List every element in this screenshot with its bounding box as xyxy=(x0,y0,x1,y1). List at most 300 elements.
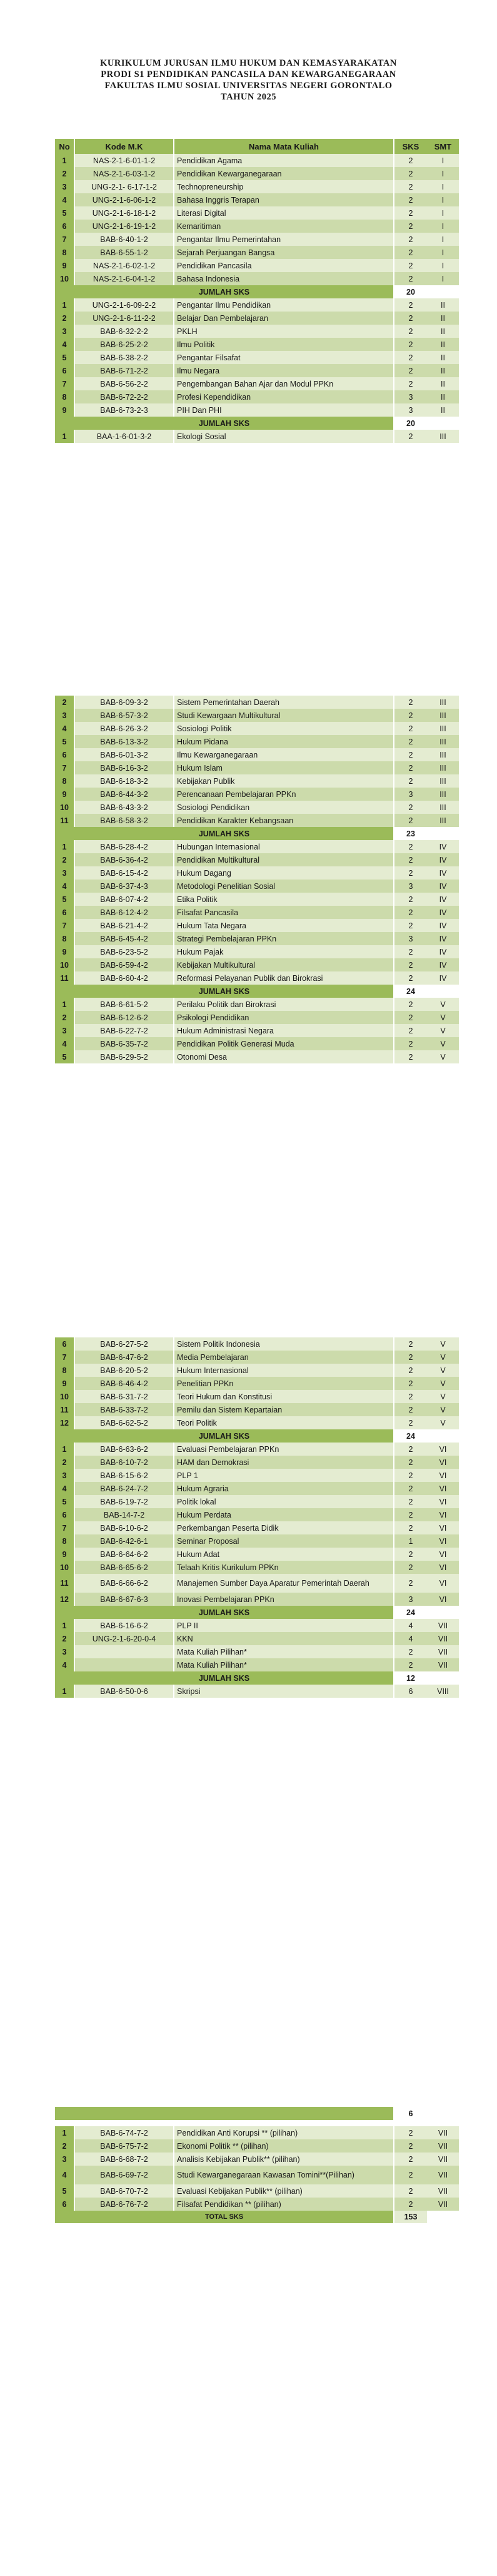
course-row xyxy=(55,2126,459,2139)
course-sks: 2 xyxy=(394,1561,427,1574)
course-no: 4 xyxy=(55,1037,74,1050)
course-no: 11 xyxy=(55,1574,74,1593)
course-semester: V xyxy=(427,1351,459,1364)
course-no: 12 xyxy=(55,1416,74,1429)
course-row xyxy=(55,1011,459,1024)
course-name: Sejarah Perjuangan Bangsa xyxy=(174,246,393,259)
course-code: BAB-6-36-4-2 xyxy=(75,853,173,866)
elective-rows xyxy=(55,2126,459,2211)
course-row xyxy=(55,206,459,220)
course-row xyxy=(55,1632,459,1645)
course-row xyxy=(55,840,459,853)
course-no: 11 xyxy=(55,1403,74,1416)
course-sks: 1 xyxy=(394,1534,427,1548)
course-code xyxy=(75,1645,173,1658)
course-row xyxy=(55,298,459,312)
course-no: 6 xyxy=(55,1337,74,1351)
jumlah-sks-row xyxy=(55,1429,459,1443)
course-semester: I xyxy=(427,206,459,220)
course-code: BAB-6-01-3-2 xyxy=(75,748,173,761)
curriculum-table-page3 xyxy=(55,1337,459,1698)
course-no: 3 xyxy=(55,2153,74,2166)
course-no: 3 xyxy=(55,325,74,338)
course-code: BAB-6-62-5-2 xyxy=(75,1416,173,1429)
course-no: 3 xyxy=(55,1645,74,1658)
course-sks: 2 xyxy=(394,1645,427,1658)
course-name: Manajemen Sumber Daya Aparatur Pemerintah Daerah xyxy=(174,1574,393,1593)
title-line: PRODI S1 PENDIDIKAN PANCASILA DAN KEWARGANEGARAAN xyxy=(101,69,396,79)
course-no: 6 xyxy=(55,2198,74,2211)
header-kode: Kode M.K xyxy=(75,139,173,154)
course-sks: 3 xyxy=(394,932,427,945)
course-semester: I xyxy=(427,180,459,193)
course-name: Analisis Kebijakan Publik** (pilihan) xyxy=(174,2153,393,2166)
course-code: BAB-6-33-7-2 xyxy=(75,1403,173,1416)
course-semester: II xyxy=(427,351,459,364)
course-semester: III xyxy=(427,761,459,774)
course-semester: III xyxy=(427,696,459,709)
course-name: Profesi Kependidikan xyxy=(174,390,393,403)
course-row xyxy=(55,1469,459,1482)
course-sks: 2 xyxy=(394,1443,427,1456)
course-name: Hukum Islam xyxy=(174,761,393,774)
course-name: PLP 1 xyxy=(174,1469,393,1482)
jumlah-sks-label: JUMLAH SKS xyxy=(55,285,393,298)
course-code: BAB-6-22-7-2 xyxy=(75,1024,173,1037)
course-name: Media Pembelajaran xyxy=(174,1351,393,1364)
course-no: 3 xyxy=(55,1469,74,1482)
course-name: Pendidikan Kewarganegaraan xyxy=(174,167,393,180)
header-nama: Nama Mata Kuliah xyxy=(174,139,393,154)
course-no: 5 xyxy=(55,351,74,364)
course-semester: V xyxy=(427,1050,459,1063)
course-code: UNG-2-1-6-11-2-2 xyxy=(75,312,173,325)
course-no: 11 xyxy=(55,971,74,985)
course-sks: 2 xyxy=(394,853,427,866)
course-semester: II xyxy=(427,338,459,351)
course-sks: 2 xyxy=(394,1364,427,1377)
course-sks: 2 xyxy=(394,1548,427,1561)
course-name: Hukum Internasional xyxy=(174,1364,393,1377)
course-row xyxy=(55,1050,459,1063)
course-code: BAB-6-38-2-2 xyxy=(75,351,173,364)
course-name: Studi Kewarganegaraan Kawasan Tomini**(Pilihan) xyxy=(174,2166,393,2184)
course-semester: II xyxy=(427,312,459,325)
course-no: 3 xyxy=(55,180,74,193)
course-sks: 2 xyxy=(394,377,427,390)
course-row xyxy=(55,788,459,801)
course-semester: I xyxy=(427,259,459,272)
course-no: 5 xyxy=(55,206,74,220)
course-name: Filsafat Pancasila xyxy=(174,906,393,919)
course-row xyxy=(55,1037,459,1050)
course-no: 8 xyxy=(55,774,74,788)
course-code: BAB-6-09-3-2 xyxy=(75,696,173,709)
course-no: 2 xyxy=(55,1456,74,1469)
course-name: Bahasa Inggris Terapan xyxy=(174,193,393,206)
course-semester: V xyxy=(427,1377,459,1390)
course-name: Kebijakan Multikultural xyxy=(174,958,393,971)
course-name: Studi Kewargaan Multikultural xyxy=(174,709,393,722)
course-code: UNG-2-1- 6-17-1-2 xyxy=(75,180,173,193)
course-code: BAB-6-76-7-2 xyxy=(75,2198,173,2211)
jumlah-sks-row xyxy=(55,1606,459,1619)
course-row xyxy=(55,748,459,761)
course-code: BAB-6-60-4-2 xyxy=(75,971,173,985)
course-name: Reformasi Pelayanan Publik dan Birokrasi xyxy=(174,971,393,985)
course-sks: 2 xyxy=(394,735,427,748)
jumlah-sks-label: JUMLAH SKS xyxy=(55,827,393,840)
course-name: Hukum Tata Negara xyxy=(174,919,393,932)
course-name: Perencanaan Pembelajaran PPKn xyxy=(174,788,393,801)
course-sks: 2 xyxy=(394,233,427,246)
course-code: BAB-6-15-4-2 xyxy=(75,866,173,880)
course-row xyxy=(55,1443,459,1456)
course-no: 8 xyxy=(55,246,74,259)
course-no: 4 xyxy=(55,722,74,735)
course-sks: 2 xyxy=(394,748,427,761)
course-name: Seminar Proposal xyxy=(174,1534,393,1548)
course-row xyxy=(55,1574,459,1593)
course-code: BAB-6-61-5-2 xyxy=(75,998,173,1011)
course-name: Perilaku Politik dan Birokrasi xyxy=(174,998,393,1011)
course-row xyxy=(55,325,459,338)
course-name: Hubungan Internasional xyxy=(174,840,393,853)
course-row xyxy=(55,761,459,774)
course-row xyxy=(55,1685,459,1698)
course-name: Hukum Perdata xyxy=(174,1508,393,1521)
course-sks: 2 xyxy=(394,2184,427,2198)
course-name: Literasi Digital xyxy=(174,206,393,220)
jumlah-sks-value: 20 xyxy=(394,417,427,430)
course-row xyxy=(55,696,459,709)
course-semester: V xyxy=(427,1011,459,1024)
course-semester: VI xyxy=(427,1443,459,1456)
course-row xyxy=(55,880,459,893)
course-name: PIH Dan PHI xyxy=(174,403,393,417)
course-sks: 2 xyxy=(394,220,427,233)
course-row xyxy=(55,958,459,971)
course-code: BAB-6-19-7-2 xyxy=(75,1495,173,1508)
course-row xyxy=(55,1416,459,1429)
course-row xyxy=(55,1364,459,1377)
jumlah-sks-row xyxy=(55,1671,459,1685)
course-row xyxy=(55,233,459,246)
course-sks: 2 xyxy=(394,1574,427,1593)
course-semester: IV xyxy=(427,906,459,919)
course-semester: IV xyxy=(427,919,459,932)
course-semester: IV xyxy=(427,932,459,945)
course-semester: VI xyxy=(427,1593,459,1606)
course-semester: III xyxy=(427,709,459,722)
course-row xyxy=(55,801,459,814)
course-semester: I xyxy=(427,233,459,246)
course-code: BAA-1-6-01-3-2 xyxy=(75,430,173,443)
course-semester: III xyxy=(427,430,459,443)
course-no: 5 xyxy=(55,2184,74,2198)
course-no: 4 xyxy=(55,193,74,206)
course-code: BAB-6-69-7-2 xyxy=(75,2166,173,2184)
semester-8-rows xyxy=(55,1685,459,1698)
course-name: PLP II xyxy=(174,1619,393,1632)
header-smt: SMT xyxy=(427,139,459,154)
course-sks: 2 xyxy=(394,1495,427,1508)
course-no: 4 xyxy=(55,2166,74,2184)
course-name: Ekologi Sosial xyxy=(174,430,393,443)
course-no: 10 xyxy=(55,958,74,971)
course-semester: VII xyxy=(427,2198,459,2211)
jumlah-sks-row xyxy=(55,827,459,840)
course-sks: 2 xyxy=(394,1403,427,1416)
course-no: 9 xyxy=(55,788,74,801)
course-semester: I xyxy=(427,246,459,259)
course-sks: 2 xyxy=(394,364,427,377)
course-semester: VI xyxy=(427,1456,459,1469)
course-no: 10 xyxy=(55,801,74,814)
total-sks-row xyxy=(55,2211,459,2223)
table-header xyxy=(55,139,459,154)
course-code: BAB-6-27-5-2 xyxy=(75,1337,173,1351)
course-name: Sistem Politik Indonesia xyxy=(174,1337,393,1351)
course-code: BAB-6-64-6-2 xyxy=(75,1548,173,1561)
course-semester: VI xyxy=(427,1469,459,1482)
course-sks: 2 xyxy=(394,1351,427,1364)
course-sks: 2 xyxy=(394,1024,427,1037)
course-row xyxy=(55,272,459,285)
course-no: 1 xyxy=(55,998,74,1011)
course-no: 10 xyxy=(55,1561,74,1574)
course-no: 2 xyxy=(55,167,74,180)
course-sks: 2 xyxy=(394,761,427,774)
course-name: Mata Kuliah Pilihan* xyxy=(174,1658,393,1671)
course-no: 4 xyxy=(55,338,74,351)
course-code: BAB-6-40-1-2 xyxy=(75,233,173,246)
course-code: BAB-6-74-7-2 xyxy=(75,2126,173,2139)
course-code: BAB-6-56-2-2 xyxy=(75,377,173,390)
course-sks: 4 xyxy=(394,1632,427,1645)
course-no: 2 xyxy=(55,312,74,325)
course-row xyxy=(55,193,459,206)
course-code: BAB-6-47-6-2 xyxy=(75,1351,173,1364)
course-code: BAB-6-75-7-2 xyxy=(75,2139,173,2153)
course-name: Pendidikan Politik Generasi Muda xyxy=(174,1037,393,1050)
course-sks: 3 xyxy=(394,403,427,417)
course-code: BAB-6-35-7-2 xyxy=(75,1037,173,1050)
course-no: 1 xyxy=(55,1619,74,1632)
course-no: 6 xyxy=(55,1508,74,1521)
course-sks: 2 xyxy=(394,430,427,443)
course-name: Sosiologi Politik xyxy=(174,722,393,735)
course-no: 2 xyxy=(55,853,74,866)
course-semester: V xyxy=(427,1037,459,1050)
course-name: Sistem Pemerintahan Daerah xyxy=(174,696,393,709)
course-no: 1 xyxy=(55,154,74,167)
course-name: Hukum Administrasi Negara xyxy=(174,1024,393,1037)
course-sks: 2 xyxy=(394,351,427,364)
course-no: 2 xyxy=(55,1632,74,1645)
course-name: Sosiologi Pendidikan xyxy=(174,801,393,814)
course-name: Hukum Agraria xyxy=(174,1482,393,1495)
course-code: BAB-14-7-2 xyxy=(75,1508,173,1521)
course-name: Strategi Pembelajaran PPKn xyxy=(174,932,393,945)
course-semester: VI xyxy=(427,1534,459,1548)
course-code: BAB-6-10-6-2 xyxy=(75,1521,173,1534)
course-semester: I xyxy=(427,220,459,233)
course-semester: III xyxy=(427,722,459,735)
course-semester: IV xyxy=(427,945,459,958)
course-no: 2 xyxy=(55,1011,74,1024)
course-row xyxy=(55,998,459,1011)
course-no: 1 xyxy=(55,840,74,853)
jumlah-sks-value: 6 xyxy=(394,2107,427,2120)
semester-3-rows-a xyxy=(55,430,459,443)
jumlah-sks-label: JUMLAH SKS xyxy=(55,417,393,430)
course-name: Hukum Pidana xyxy=(174,735,393,748)
course-row xyxy=(55,1495,459,1508)
course-semester: V xyxy=(427,1364,459,1377)
course-code: BAB-6-58-3-2 xyxy=(75,814,173,827)
course-semester: VI xyxy=(427,1561,459,1574)
course-no: 8 xyxy=(55,1364,74,1377)
course-code: BAB-6-16-6-2 xyxy=(75,1619,173,1632)
course-sks: 2 xyxy=(394,1521,427,1534)
course-row xyxy=(55,351,459,364)
course-row xyxy=(55,364,459,377)
course-semester: II xyxy=(427,403,459,417)
course-row xyxy=(55,735,459,748)
semester-2-rows xyxy=(55,298,459,417)
course-no: 7 xyxy=(55,377,74,390)
course-code: BAB-6-71-2-2 xyxy=(75,364,173,377)
course-row xyxy=(55,1377,459,1390)
course-name: Kemaritiman xyxy=(174,220,393,233)
course-name: KKN xyxy=(174,1632,393,1645)
course-sks: 2 xyxy=(394,945,427,958)
course-name: Hukum Adat xyxy=(174,1548,393,1561)
course-code: BAB-6-28-4-2 xyxy=(75,840,173,853)
course-sks: 2 xyxy=(394,709,427,722)
course-sks: 3 xyxy=(394,788,427,801)
course-semester: IV xyxy=(427,958,459,971)
course-semester: III xyxy=(427,814,459,827)
course-no: 3 xyxy=(55,709,74,722)
course-semester: I xyxy=(427,193,459,206)
course-semester: VII xyxy=(427,2153,459,2166)
course-no: 4 xyxy=(55,880,74,893)
course-row xyxy=(55,853,459,866)
semester-6-rows xyxy=(55,1443,459,1606)
course-sks: 2 xyxy=(394,1011,427,1024)
course-code: BAB-6-18-3-2 xyxy=(75,774,173,788)
course-sks: 2 xyxy=(394,814,427,827)
course-semester: IV xyxy=(427,880,459,893)
course-code: UNG-2-1-6-20-0-4 xyxy=(75,1632,173,1645)
course-no: 7 xyxy=(55,233,74,246)
course-code: BAB-6-12-6-2 xyxy=(75,1011,173,1024)
course-sks: 2 xyxy=(394,193,427,206)
course-code: BAB-6-44-3-2 xyxy=(75,788,173,801)
course-sks: 2 xyxy=(394,312,427,325)
course-code: BAB-6-10-7-2 xyxy=(75,1456,173,1469)
course-name: Belajar Dan Pembelajaran xyxy=(174,312,393,325)
course-semester: V xyxy=(427,1390,459,1403)
course-row xyxy=(55,709,459,722)
course-code: BAB-6-26-3-2 xyxy=(75,722,173,735)
course-sks: 2 xyxy=(394,1037,427,1050)
course-semester: V xyxy=(427,1416,459,1429)
course-sks: 2 xyxy=(394,1658,427,1671)
jumlah-sks-row xyxy=(55,417,459,430)
course-name: Perkembangan Peserta Didik xyxy=(174,1521,393,1534)
course-row xyxy=(55,945,459,958)
course-sks: 2 xyxy=(394,2139,427,2153)
course-name: Ilmu Negara xyxy=(174,364,393,377)
course-sks: 6 xyxy=(394,1685,427,1698)
course-semester: VI xyxy=(427,1495,459,1508)
course-row xyxy=(55,1619,459,1632)
course-code: BAB-6-13-3-2 xyxy=(75,735,173,748)
course-semester: II xyxy=(427,298,459,312)
course-semester: III xyxy=(427,735,459,748)
course-row xyxy=(55,180,459,193)
course-name: Ilmu Politik xyxy=(174,338,393,351)
course-sks: 2 xyxy=(394,246,427,259)
jumlah-sks-label: JUMLAH SKS xyxy=(55,1671,393,1685)
course-no: 9 xyxy=(55,259,74,272)
course-name: Pengembangan Bahan Ajar dan Modul PPKn xyxy=(174,377,393,390)
course-no: 2 xyxy=(55,2139,74,2153)
course-code: UNG-2-1-6-18-1-2 xyxy=(75,206,173,220)
total-sks-value: 153 xyxy=(394,2211,427,2223)
course-row xyxy=(55,377,459,390)
jumlah-sks-row xyxy=(55,985,459,998)
course-code: BAB-6-65-6-2 xyxy=(75,1561,173,1574)
course-row xyxy=(55,1403,459,1416)
document-title xyxy=(0,58,497,103)
course-no: 5 xyxy=(55,1495,74,1508)
semester-3-rows-b xyxy=(55,696,459,827)
course-code: BAB-6-50-0-6 xyxy=(75,1685,173,1698)
course-semester: III xyxy=(427,774,459,788)
course-sks: 2 xyxy=(394,1390,427,1403)
course-row xyxy=(55,1548,459,1561)
course-code: UNG-2-1-6-06-1-2 xyxy=(75,193,173,206)
course-row xyxy=(55,1351,459,1364)
course-row xyxy=(55,774,459,788)
course-code: NAS-2-1-6-01-1-2 xyxy=(75,154,173,167)
course-name: Teori Hukum dan Konstitusi xyxy=(174,1390,393,1403)
course-row xyxy=(55,919,459,932)
course-no: 6 xyxy=(55,906,74,919)
course-semester: VII xyxy=(427,1619,459,1632)
course-sks: 2 xyxy=(394,906,427,919)
course-code: BAB-6-25-2-2 xyxy=(75,338,173,351)
course-name: Metodologi Penelitian Sosial xyxy=(174,880,393,893)
course-name: Otonomi Desa xyxy=(174,1050,393,1063)
course-name: Evaluasi Pembelajaran PPKn xyxy=(174,1443,393,1456)
course-code: UNG-2-1-6-19-1-2 xyxy=(75,220,173,233)
course-name: Pendidikan Anti Korupsi ** (pilihan) xyxy=(174,2126,393,2139)
course-no: 7 xyxy=(55,761,74,774)
course-name: Skripsi xyxy=(174,1685,393,1698)
course-no: 1 xyxy=(55,1685,74,1698)
course-semester: VII xyxy=(427,2184,459,2198)
semester-5-rows-a xyxy=(55,998,459,1063)
course-sks: 2 xyxy=(394,2198,427,2211)
jumlah-sks-bar xyxy=(55,2107,393,2120)
course-code: BAB-6-73-2-3 xyxy=(75,403,173,417)
course-no: 12 xyxy=(55,1593,74,1606)
